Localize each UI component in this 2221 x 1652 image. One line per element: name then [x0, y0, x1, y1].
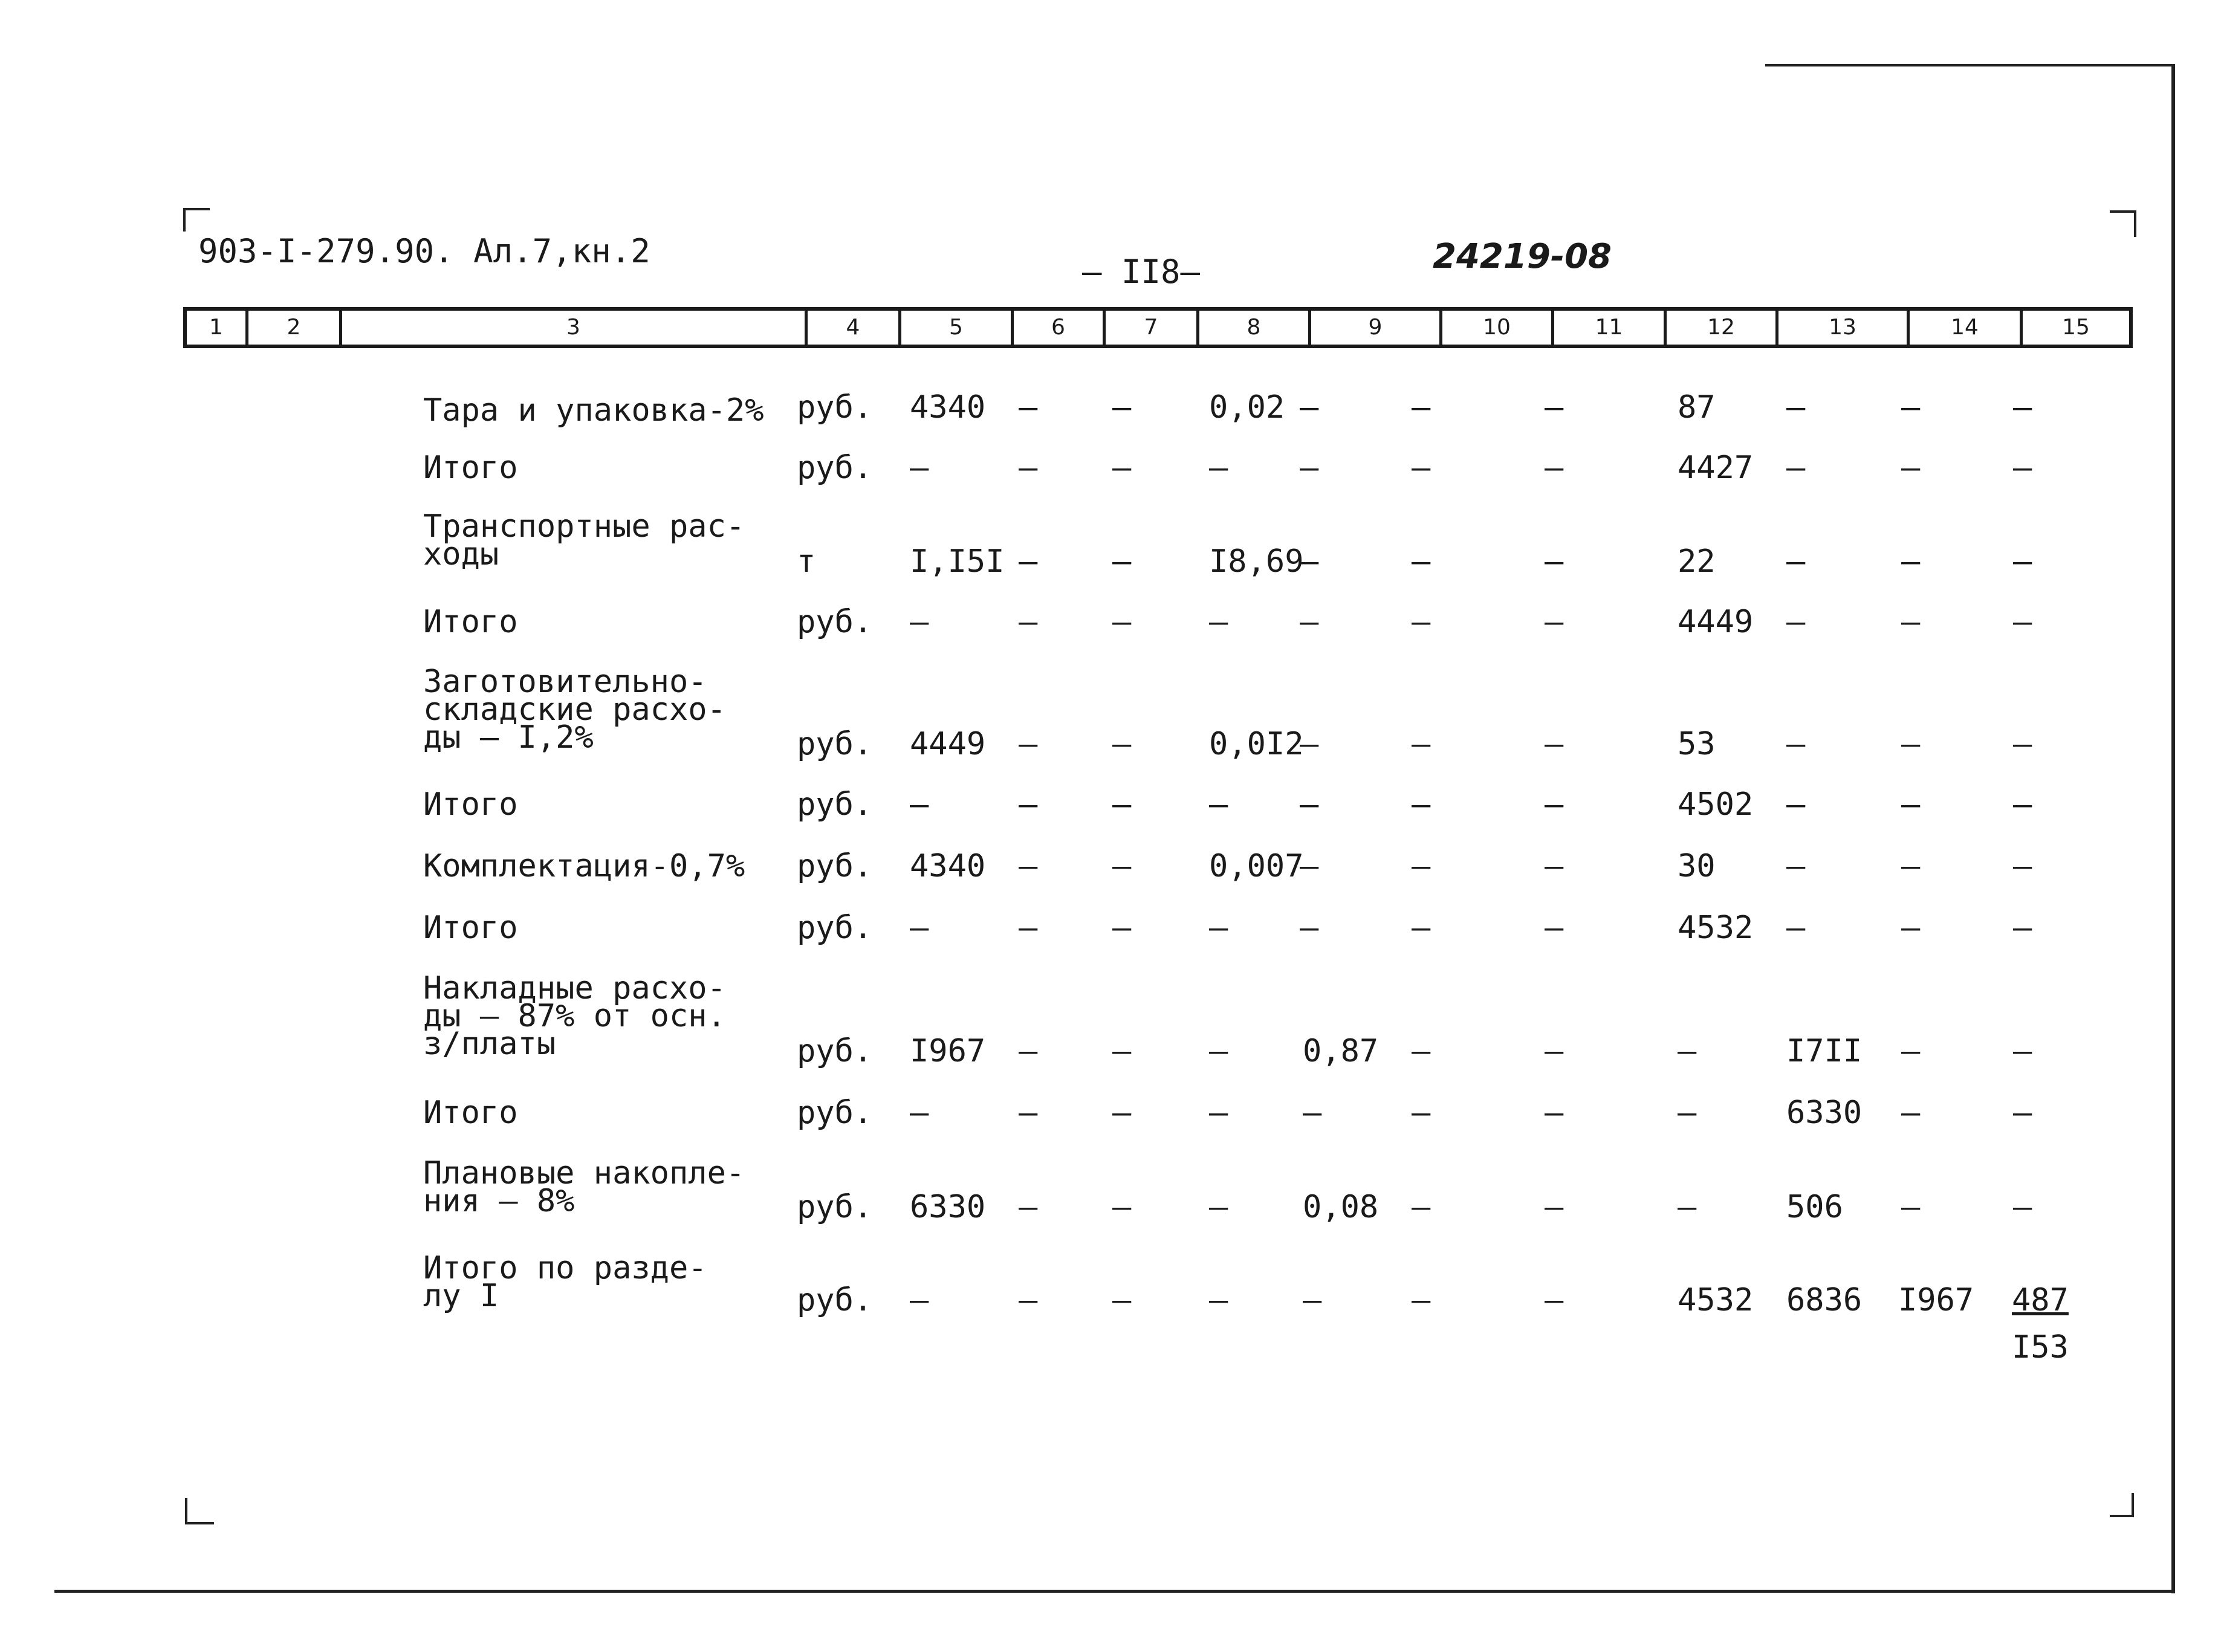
cell-col14: I967 [1898, 1282, 1974, 1318]
cell-col6: – [1019, 848, 1038, 884]
cell-col5: I967 [910, 1033, 986, 1069]
cell-col7: – [1112, 726, 1132, 762]
cell-col5: – [910, 1095, 929, 1131]
row-unit: руб. [797, 726, 873, 762]
corner-mark-top-left [183, 208, 210, 232]
page-border-bottom [54, 1590, 2175, 1593]
cell-col13: 6330 [1786, 1095, 1863, 1131]
row-unit: руб. [797, 1189, 873, 1225]
row-unit: т [797, 543, 816, 580]
page-number: — II8— [1082, 253, 1201, 291]
cell-col11: – [1545, 910, 1564, 946]
column-number: 9 [1308, 311, 1439, 345]
corner-mark-bottom-right [2110, 1493, 2134, 1517]
cell-col8: – [1209, 450, 1228, 486]
corner-mark-top-right [2110, 210, 2136, 237]
cell-col11: – [1545, 1282, 1564, 1318]
cell-col6: – [1019, 1095, 1038, 1131]
column-number: 10 [1439, 311, 1551, 345]
cell-col8: – [1209, 1189, 1228, 1225]
cell-col12: 87 [1678, 389, 1716, 426]
cell-col13: – [1786, 726, 1806, 762]
cell-col11: – [1545, 543, 1564, 580]
column-number: 3 [339, 311, 805, 345]
cell-col9: – [1300, 786, 1319, 823]
cell-col13: – [1786, 910, 1806, 946]
cell-col12: 4449 [1678, 604, 1754, 640]
cell-col11: – [1545, 1033, 1564, 1069]
cell-col9: – [1300, 450, 1319, 486]
cell-col13: – [1786, 848, 1806, 884]
stamp-number: 24219-08 [1433, 237, 1612, 276]
row-unit: руб. [797, 786, 873, 823]
cell-col5: – [910, 910, 929, 946]
cell-col13: – [1786, 450, 1806, 486]
cell-col7: – [1112, 1033, 1132, 1069]
cell-col11: – [1545, 1095, 1564, 1131]
cell-col8: – [1209, 1033, 1228, 1069]
cell-col5: 4340 [910, 389, 986, 426]
row-name: Комплектация-0,7% [423, 848, 745, 884]
cell-col15: – [2013, 389, 2032, 426]
cell-col10: – [1412, 786, 1431, 823]
cell-col9: – [1300, 726, 1319, 762]
cell-col5: – [910, 786, 929, 823]
cell-col14: – [1901, 1189, 1921, 1225]
cell-col12: 53 [1678, 726, 1716, 762]
column-number: 6 [1011, 311, 1103, 345]
cell-col10: – [1412, 604, 1431, 640]
cell-col10: – [1412, 726, 1431, 762]
cell-col5: 4449 [910, 726, 986, 762]
cell-col6: – [1019, 1033, 1038, 1069]
cell-col10: – [1412, 450, 1431, 486]
cell-col14: – [1901, 389, 1921, 426]
cell-col10: – [1412, 543, 1431, 580]
cell-col9: 0,87 [1303, 1033, 1379, 1069]
cell-col10: – [1412, 1282, 1431, 1318]
cell-col13: – [1786, 543, 1806, 580]
cell-col7: – [1112, 389, 1132, 426]
cell-col15: – [2013, 1095, 2032, 1131]
cell-col14: – [1901, 1033, 1921, 1069]
row-unit: руб. [797, 604, 873, 640]
cell-col7: – [1112, 848, 1132, 884]
cell-col15: – [2013, 726, 2032, 762]
cell-col8: 0,0I2 [1209, 726, 1304, 762]
column-number: 4 [805, 311, 898, 345]
cell-col9: – [1300, 848, 1319, 884]
cell-col7: – [1112, 1282, 1132, 1318]
cell-col14: – [1901, 910, 1921, 946]
cell-col6: – [1019, 543, 1038, 580]
cell-col11: – [1545, 450, 1564, 486]
cell-col7: – [1112, 910, 1132, 946]
cell-col15: – [2013, 1033, 2032, 1069]
row-unit: руб. [797, 450, 873, 486]
cell-col6: – [1019, 786, 1038, 823]
cell-col15: – [2013, 450, 2032, 486]
column-number: 13 [1775, 311, 1907, 345]
cell-col7: – [1112, 543, 1132, 580]
cell-col9: – [1300, 604, 1319, 640]
cell-col7: – [1112, 604, 1132, 640]
cell-col9: – [1300, 389, 1319, 426]
cell-col6: – [1019, 1189, 1038, 1225]
cell-col9: – [1300, 910, 1319, 946]
cell-col9: – [1303, 1282, 1322, 1318]
row-name: Итого [423, 910, 518, 946]
cell-col8: I8,69 [1209, 543, 1304, 580]
cell-col5: – [910, 450, 929, 486]
row-name: Итого [423, 450, 518, 486]
cell-col6: – [1019, 450, 1038, 486]
column-number: 2 [245, 311, 339, 345]
cell-col12: 4532 [1678, 1282, 1754, 1318]
cell-col6: – [1019, 726, 1038, 762]
cell-col11: – [1545, 848, 1564, 884]
corner-mark-bottom-left [185, 1498, 214, 1524]
cell-col6: – [1019, 604, 1038, 640]
column-number: 1 [209, 315, 223, 340]
cell-col15: 487 [2012, 1282, 2069, 1318]
row-name: Итого [423, 604, 518, 640]
cell-col13: 6836 [1786, 1282, 1863, 1318]
cell-col14: – [1901, 786, 1921, 823]
cell-col8: – [1209, 786, 1228, 823]
column-number: 14 [1907, 311, 2020, 345]
cell-col5: 4340 [910, 848, 986, 884]
cell-col12: 4532 [1678, 910, 1754, 946]
cell-col12: – [1678, 1189, 1697, 1225]
cell-col15-second-line: I53 [2012, 1329, 2069, 1365]
cell-col13: – [1786, 604, 1806, 640]
cell-col12: 22 [1678, 543, 1716, 580]
cell-col15: – [2013, 786, 2032, 823]
cell-col11: – [1545, 604, 1564, 640]
cell-col6: – [1019, 389, 1038, 426]
cell-col13: – [1786, 786, 1806, 823]
cell-col6: – [1019, 910, 1038, 946]
cell-col11: – [1545, 786, 1564, 823]
cell-col12: – [1678, 1095, 1697, 1131]
row-name: Заготовительно- складские расхо- ды – I,2% [423, 664, 726, 756]
cell-col15: – [2013, 1189, 2032, 1225]
cell-col13: 506 [1786, 1189, 1843, 1225]
row-name: Итого [423, 786, 518, 823]
cell-col8: – [1209, 1095, 1228, 1131]
row-unit: руб. [797, 1033, 873, 1069]
cell-col8: 0,02 [1209, 389, 1285, 426]
cell-col13: I7II [1786, 1033, 1863, 1069]
cell-col7: – [1112, 450, 1132, 486]
column-number: 8 [1196, 311, 1308, 345]
cell-col10: – [1412, 1095, 1431, 1131]
cell-col10: – [1412, 1033, 1431, 1069]
column-number: 12 [1664, 311, 1775, 345]
cell-col14: – [1901, 848, 1921, 884]
row-unit: руб. [797, 848, 873, 884]
row-unit: руб. [797, 910, 873, 946]
row-name: Накладные расхо- ды – 87% от осн. з/платы [423, 970, 726, 1062]
cell-col10: – [1412, 1189, 1431, 1225]
cell-col12: – [1678, 1033, 1697, 1069]
cell-col8: 0,007 [1209, 848, 1304, 884]
cell-col14: – [1901, 450, 1921, 486]
cell-col15: – [2013, 910, 2032, 946]
cell-col7: – [1112, 1189, 1132, 1225]
cell-col5: 6330 [910, 1189, 986, 1225]
column-number: 5 [898, 311, 1011, 345]
page-border-top [1765, 64, 2174, 66]
cell-col7: – [1112, 1095, 1132, 1131]
cell-col15: – [2013, 848, 2032, 884]
row-name: Итого [423, 1095, 518, 1131]
cell-col15: – [2013, 543, 2032, 580]
cell-col9: – [1300, 543, 1319, 580]
cell-col12: 4502 [1678, 786, 1754, 823]
row-name: Транспортные рас- ходы [423, 508, 745, 572]
row-unit: руб. [797, 1095, 873, 1131]
cell-col5: – [910, 604, 929, 640]
cell-col8: – [1209, 604, 1228, 640]
cell-col14: – [1901, 1095, 1921, 1131]
cell-col5: – [910, 1282, 929, 1318]
column-number-bar [183, 307, 2133, 348]
cell-col11: – [1545, 389, 1564, 426]
cell-col10: – [1412, 848, 1431, 884]
row-name: Тара и упаковка-2% [423, 392, 764, 429]
page-border-right [2171, 64, 2175, 1593]
cell-col6: – [1019, 1282, 1038, 1318]
cell-col11: – [1545, 1189, 1564, 1225]
cell-col10: – [1412, 389, 1431, 426]
row-unit: руб. [797, 389, 873, 426]
cell-col14: – [1901, 604, 1921, 640]
cell-col8: – [1209, 910, 1228, 946]
document-code: 903-I-279.90. Ал.7,кн.2 [198, 232, 650, 270]
cell-col7: – [1112, 786, 1132, 823]
cell-col12: 30 [1678, 848, 1716, 884]
cell-col14: – [1901, 726, 1921, 762]
cell-col5: I,I5I [910, 543, 1005, 580]
cell-col14: – [1901, 543, 1921, 580]
cell-col9: 0,08 [1303, 1189, 1379, 1225]
column-number: 15 [2020, 311, 2129, 345]
row-name: Итого по разде- лу I [423, 1250, 707, 1314]
row-name: Плановые накопле- ния – 8% [423, 1155, 745, 1219]
cell-col15: – [2013, 604, 2032, 640]
cell-col10: – [1412, 910, 1431, 946]
cell-col12: 4427 [1678, 450, 1754, 486]
cell-col11: – [1545, 726, 1564, 762]
column-number: 7 [1103, 311, 1196, 345]
column-number: 11 [1551, 311, 1664, 345]
cell-col13: – [1786, 389, 1806, 426]
cell-col9: – [1303, 1095, 1322, 1131]
row-unit: руб. [797, 1282, 873, 1318]
cell-col8: – [1209, 1282, 1228, 1318]
